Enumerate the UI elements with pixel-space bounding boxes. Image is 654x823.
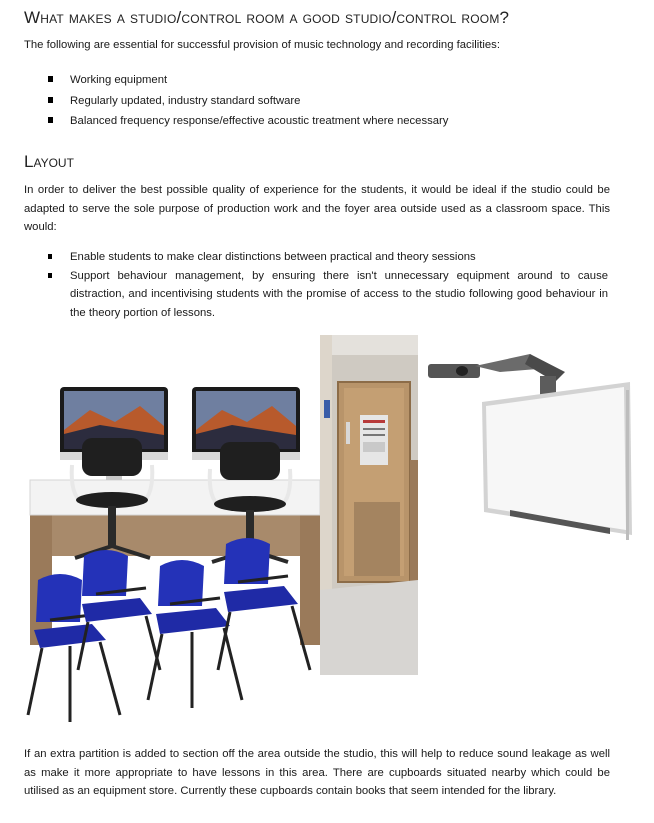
blue-chair xyxy=(218,538,310,670)
heading-what-makes-a-studio: What makes a studio/control room a good studio/control room? xyxy=(24,8,510,27)
studio-layout-illustration xyxy=(20,330,640,725)
benefits-list xyxy=(46,248,608,322)
doorway-photo xyxy=(320,335,418,675)
closing-paragraph: If an extra partition is added to section off the area outside the studio, this will help to reduce sound leakage as well as make it more appropriate to have lessons in this area. There are cupboards situated nearby which could be utilised as an equipment store. Currently these cupboards contain books that seem intended for the library. xyxy=(24,748,610,797)
blue-chair xyxy=(28,574,120,722)
list-item: Regularly updated, industry standard software xyxy=(46,91,606,112)
list-item: Working equipment xyxy=(46,70,606,91)
blue-chair xyxy=(78,550,160,670)
list-item: Enable students to make clear distinctions between practical and theory sessions xyxy=(46,248,608,267)
essentials-list xyxy=(46,70,606,132)
heading-layout: Layout xyxy=(24,152,74,171)
intro-paragraph: The following are essential for successful provision of music technology and recording facilities: xyxy=(24,39,500,51)
ceiling-projector xyxy=(428,354,565,396)
layout-paragraph: In order to deliver the best possible quality of experience for the students, it would be ideal if the studio could be adapted to serve the sole purpose of production work and the foyer area outside used as a classroom space. This would: xyxy=(24,184,610,233)
list-item: Balanced frequency response/effective acoustic treatment where necessary xyxy=(46,111,606,132)
list-item: Support behaviour management, by ensuring there isn't unnecessary equipment around to cause distraction, and incentivising students with the promise of access to the studio following good behaviour in the theory portion of lessons. xyxy=(46,267,608,323)
interactive-whiteboard xyxy=(482,382,632,540)
